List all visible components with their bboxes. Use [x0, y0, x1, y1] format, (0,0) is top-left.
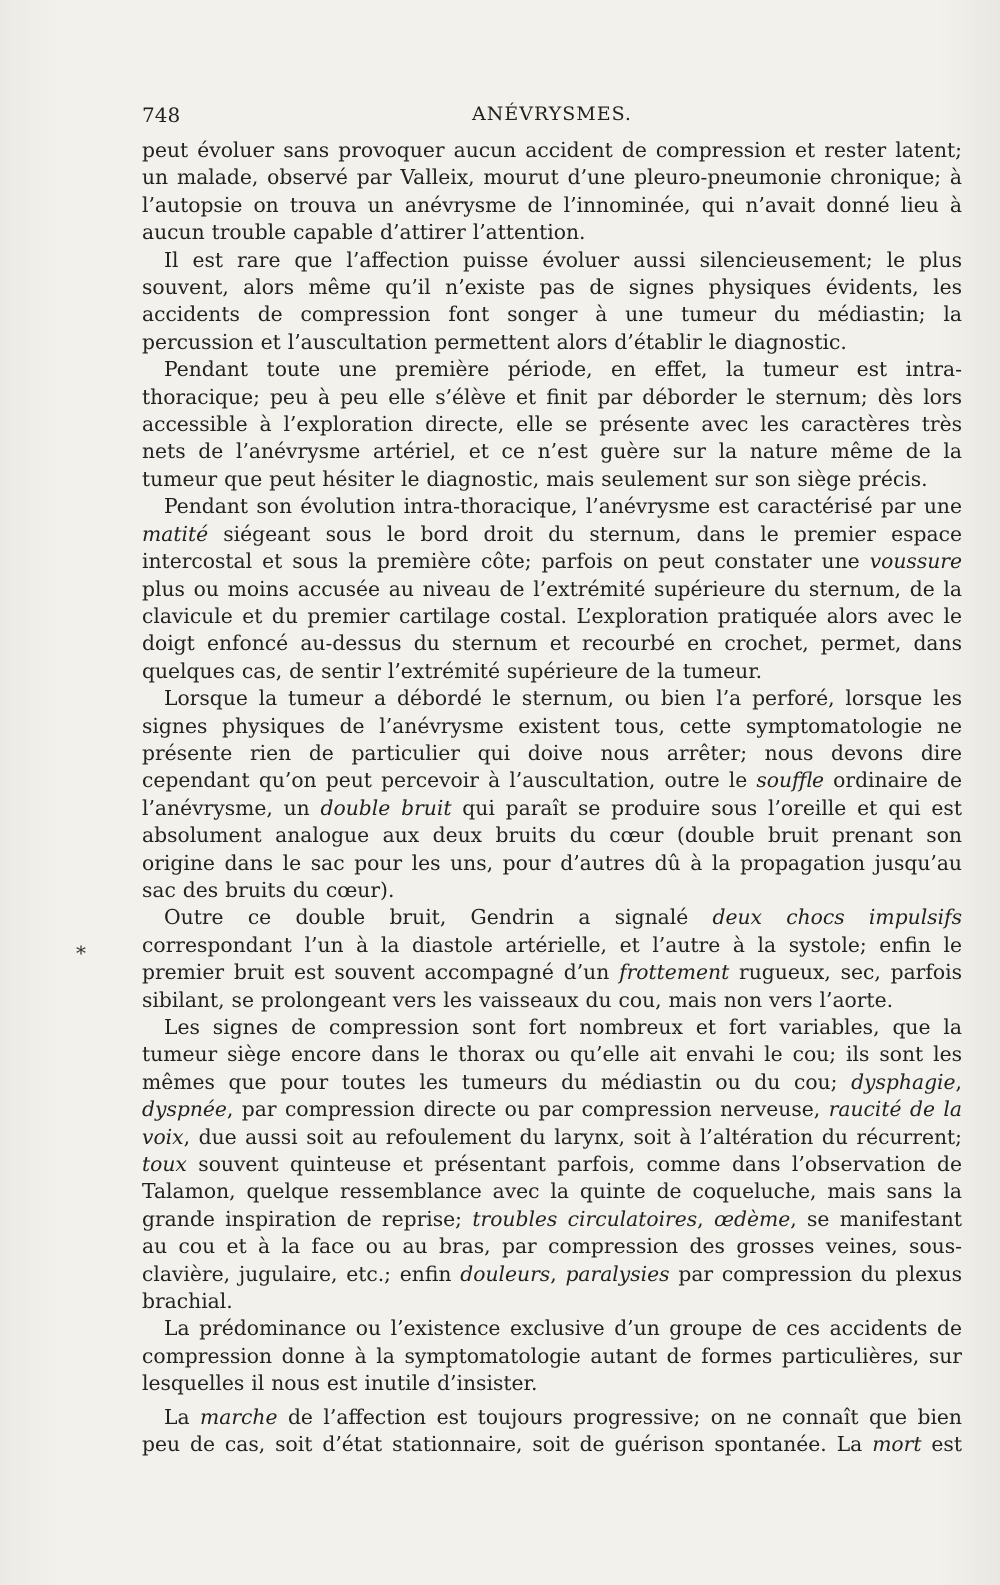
italic-term: matité: [142, 521, 209, 546]
page-header: [142, 103, 962, 129]
italic-term: œdème: [713, 1206, 791, 1231]
paragraph: Pendant son évolution intra-thoracique, l’anévrysme est caractérisé par une matité siégeant sous le bord droit du sternum, dans le premier espace intercostal et sous la première côte; parfois on peut constater une voussure plus ou moins accusée au niveau de l’extrémité supérieure du sternum, de la clavicule et du premier cartilage costal. L’exploration pratiquée alors avec le doigt enfoncé au-dessus du sternum et recourbé en crochet, permet, dans quelques cas, de sentir l’extrémité supérieure de la tumeur.: [142, 494, 962, 683]
italic-term: dysphagie: [851, 1069, 956, 1094]
italic-term: voussure: [869, 549, 962, 574]
italic-term: douleurs: [460, 1261, 551, 1286]
paragraph: Les signes de compression sont fort nombreux et fort variables, que la tumeur siège encore dans le thorax ou qu’elle ait envahi le cou; ils sont les mêmes que pour toutes les tumeurs du médiastin ou du cou; dysphagie, dyspnée, par compression directe ou par compression nerveuse, raucité de la voix, due aussi soit au refoulement du larynx, soit à l’altération du récurrent; toux souvent quinteuse et présentant parfois, comme dans l’observation de Talamon, quelque ressemblance avec la quinte de coqueluche, mais sans la grande inspiration de reprise; troubles circulatoires, œdème, se manifestant au cou et à la face ou au bras, par compression des grosses veines, sous-clavière, jugulaire, etc.; enfin douleurs, paralysies par compression du plexus brachial.: [142, 1015, 962, 1314]
italic-term: double bruit: [320, 795, 452, 820]
italic-term: toux: [142, 1152, 187, 1177]
paragraph: La marche de l’affection est toujours progressive; on ne connaît que bien peu de cas, soit d’état stationnaire, soit de guérison spontanée. La mort est: [142, 1404, 962, 1457]
italic-term: deux chocs impulsifs: [712, 905, 962, 930]
paragraph: Lorsque la tumeur a débordé le sternum, ou bien l’a perforé, lorsque les signes physiques de l’anévrysme existent tous, cette symptomatologie ne présente rien de particulier qui doive nous arrêter; nous devons dire cependant qu’on peut percevoir à l’auscultation, outre le souffle ordinaire de l’anévrysme, un double bruit qui paraît se produire sous l’oreille et qui est absolument analogue aux deux bruits du cœur (double bruit prenant son origine dans le sac pour les uns, pour d’autres dû à la propagation jusqu’au sac des bruits du cœur).: [142, 686, 963, 902]
italic-term: frottement: [619, 960, 730, 985]
paragraph: La prédominance ou l’existence exclusive d’un groupe de ces accidents de compression donne à la symptomatologie autant de formes particulières, sur lesquelles il nous est inutile d’insister.: [142, 1316, 962, 1396]
paragraph: Pendant toute une première période, en effet, la tumeur est intra-thoracique; peu à peu elle s’élève et finit par déborder le sternum; dès lors accessible à l’exploration directe, elle se présente avec les caractères très nets de l’anévrysme artériel, et ce n’est guère sur la nature même de la tumeur que peut hésiter le diagnostic, mais seulement sur son siège précis.: [142, 357, 962, 491]
italic-term: marche: [200, 1404, 278, 1429]
paragraph: Outre ce double bruit, Gendrin a signalé deux chocs impulsifs correspondant l’un à la diastole artérielle, et l’autre à la systole; enfin le premier bruit est souvent accompagné d’un frottement rugueux, sec, parfois sibilant, se prolongeant vers les vaisseaux du cou, mais non vers l’aorte.: [142, 905, 962, 1012]
italic-term: souffle: [756, 768, 825, 793]
paragraph: Il est rare que l’affection puisse évoluer aussi silencieusement; le plus souvent, alors même qu’il n’existe pas de signes physiques évidents, les accidents de compression font songer à une tumeur du médiastin; la percussion et l’auscultation permettent alors d’établir le diagnostic.: [142, 247, 962, 354]
page-number: 748: [142, 103, 181, 127]
italic-term: paralysies: [565, 1261, 670, 1286]
body-text: [142, 137, 962, 1459]
italic-term: dyspnée: [142, 1097, 227, 1122]
italic-term: raucité de la voix: [142, 1097, 962, 1149]
running-head: ANÉVRYSMES.: [472, 103, 632, 125]
italic-term: troubles circulatoires: [472, 1206, 698, 1231]
italic-term: mort: [872, 1432, 922, 1457]
paragraph: peut évoluer sans provoquer aucun accident de compression et rester latent; un malade, observé par Valleix, mourut d’une pleuro-pneumonie chronique; à l’autopsie on trouva un anévrysme de l’innominée, qui n’avait donné lieu à aucun trouble capable d’attirer l’attention.: [142, 138, 962, 245]
margin-asterisk: *: [76, 941, 86, 965]
